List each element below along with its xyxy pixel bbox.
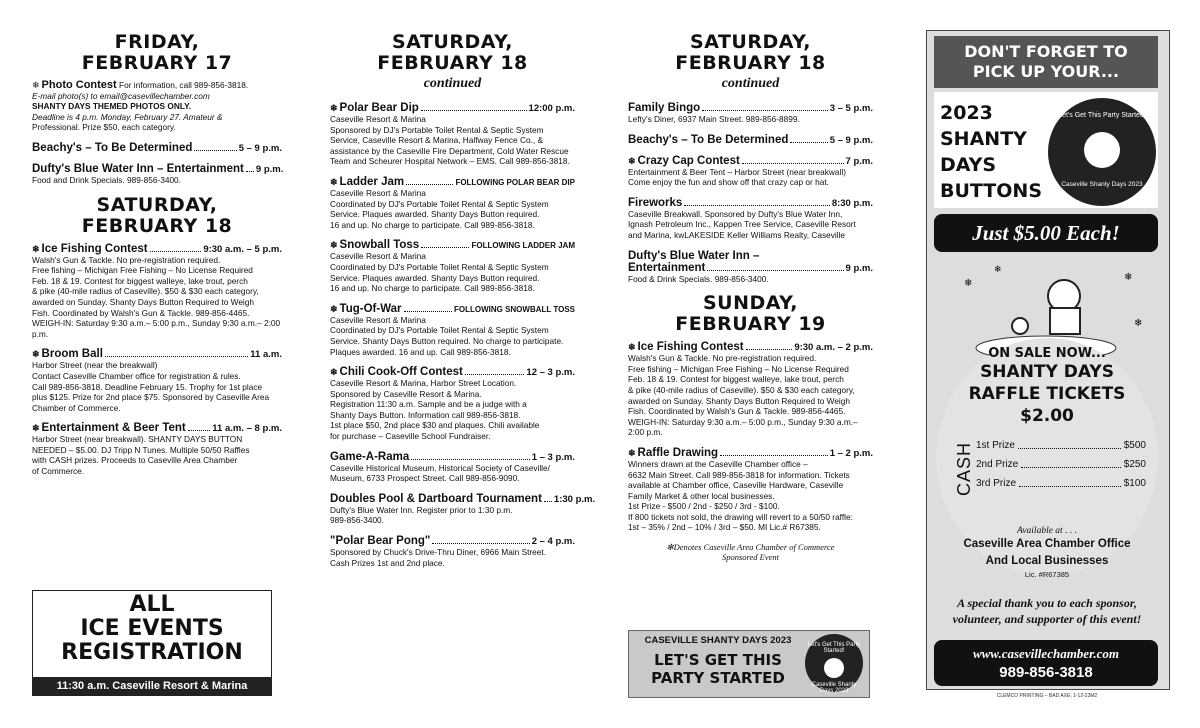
shanty-days-button-image: Let's Get This Party Started! Caseville Shanty Days 2023: [1048, 98, 1156, 206]
event-name: Entertainment: [628, 261, 706, 274]
beachys-event: [628, 134, 873, 146]
continued-label: continued: [721, 76, 780, 91]
snowflake-icon: ❄: [330, 103, 338, 113]
polar-bear-icon: [824, 658, 844, 678]
button-price-banner: Just $5.00 Each!: [934, 214, 1158, 252]
snowflake-icon: ❄: [330, 367, 338, 378]
event-time: 7 p.m.: [845, 155, 873, 167]
event-detail: SHANTY DAYS THEMED PHOTOS ONLY.: [32, 101, 192, 112]
event-detail: Caseville Resort & Marina Coordinated by DJ's Portable Toilet Rental & Septic System Service. Plaques awarded. Shanty Days Button required. 16 and up. No charge to participate. Call 989-856-3818.: [330, 251, 549, 294]
event-time: 9 p.m.: [255, 163, 284, 175]
saturday-continued-heading: SATURDAY, FEBRUARY 18: [377, 31, 528, 74]
event-time: 9 p.m.: [845, 262, 873, 274]
photo-contest-event: [32, 80, 282, 133]
cash-label: CASH: [954, 441, 974, 496]
snowflake-icon: ❄: [330, 303, 338, 314]
event-name: Ice Fishing Contest: [637, 341, 744, 354]
snowflake-icon: ❄: [32, 243, 40, 254]
snowflake-icon: ❄: [330, 176, 338, 187]
available-label: Available at . . .: [1017, 526, 1077, 536]
event-name: Entertainment & Beer Tent: [41, 422, 186, 435]
polar-bear-dip-event: [330, 102, 575, 167]
event-name: Ladder Jam: [339, 175, 405, 188]
buttons-title: 2023 SHANTY DAYS BUTTONS: [940, 102, 1043, 202]
license-number: Lic. #R67385: [1024, 570, 1070, 579]
event-name: Tug-Of-War: [339, 302, 402, 315]
prize-list: [954, 436, 1146, 496]
saturday-continued-column: [330, 30, 596, 577]
shanty-days-button-image: Let's Get This Party Started! Caseville Shanty Days 2023: [805, 634, 863, 692]
event-detail: Food & Drink Specials. 989-856-3400.: [628, 273, 769, 284]
pool-tournament-event: [330, 492, 596, 526]
raffle-tickets-block: [934, 342, 1160, 427]
tug-of-war-event: [330, 303, 575, 357]
svg-text:❄: ❄: [994, 264, 1002, 274]
snowflake-icon: ❄: [628, 155, 636, 166]
event-name: Dufty's Blue Water Inn –: [628, 249, 760, 262]
event-time: 2 – 4 p.m.: [531, 536, 575, 548]
event-name: Doubles Pool & Dartboard Tournament: [330, 492, 542, 505]
event-time: 11 a.m.: [250, 349, 282, 361]
event-detail: Professional. Prize $50, each category.: [32, 122, 176, 133]
sunday-heading: SUNDAY, FEBRUARY 19: [675, 292, 826, 336]
event-detail: Caseville Resort & Marina Sponsored by DJ's Portable Toilet Rental & Septic System Service, Caseville Resort & Marina, Halfway Fence Co., & assistance by the Caseville Fire Department, Cold Water Rescue Team and Scheurer Hospital Network – EMS. Call 989-856-3818.: [330, 114, 570, 167]
chili-cook-off-event: [330, 366, 575, 442]
event-name: Chili Cook-Off Contest: [339, 366, 463, 379]
event-time: 1 – 2 p.m.: [829, 447, 873, 459]
event-time: FOLLOWING POLAR BEAR DIP: [455, 177, 575, 187]
thank-you-note: A special thank you to each sponsor, volunteer, and supporter of this event!: [952, 596, 1142, 626]
event-name: Beachy's – To Be Determined: [628, 133, 789, 146]
event-detail: Caseville Resort & Marina, Harbor Street Location. Sponsored by Caseville Resort & Marina. Registration 11:30 a.m. Sample and be a judge with a Shanty Days Button. Information call 989-856-3818. 1st place $50, 2nd place $30 and plaques. Chili available for purchase – Caseville School Fundraiser.: [330, 378, 540, 442]
snowball-toss-event: [330, 239, 575, 293]
snowflake-icon: ❄: [628, 447, 636, 458]
prize-row: 2nd Prize $250: [976, 455, 1146, 474]
broom-ball-event: [32, 348, 282, 413]
saturday-continued-heading: SATURDAY, FEBRUARY 18: [675, 31, 826, 74]
beachys-event: [32, 142, 282, 154]
event-detail: Walsh's Gun & Tackle. No pre-registration required. Free fishing – Michigan Free Fishing – No License Required Feb. 18 & 19. Contest for biggest walleye, lake trout, perch & pike (40-mile radius of Caseville). $50 & $30 each category, awarded on Sunday. Shanty Days Button Required to Weigh Fish. Coordinated by Walsh's Gun & Tackle. 989-856-4465. WEIGH-IN: Saturday 9:30 a.m.– 5:00 p.m., Sunday 9:30 a.m.– 2:00 p.m.: [32, 254, 281, 339]
event-time: 3 – 5 p.m.: [829, 103, 873, 114]
svg-text:❄: ❄: [964, 278, 973, 289]
event-name: Snowball Toss: [339, 239, 420, 252]
event-detail: Walsh's Gun & Tackle. No pre-registration required. Free fishing – Michigan Free Fishing – No License Required Feb. 18 & 19. Contest for biggest walleye, lake trout, perch & pike (40-mile radius of Caseville). $50 & $30 each category, awarded on Sunday. Shanty Days Button Required to Weigh Fish. Coordinated by Walsh's Gun & Tackle. 989-856-4465. WEIGH-IN: Saturday 9:30 a.m.– 5:00 p.m., Sunday 9:30 a.m.– 2:00 p.m.: [628, 353, 858, 438]
event-time: 9:30 a.m. – 5 p.m.: [203, 243, 282, 255]
event-name: Photo Contest: [41, 79, 117, 91]
event-detail: Sponsored by Chuck's Drive-Thru Diner, 6966 Main Street. Cash Prizes 1st and 2nd place.: [330, 547, 547, 568]
buttons-raffle-sidebar: [926, 30, 1168, 698]
event-name: Crazy Cap Contest: [637, 154, 740, 167]
office-label: Caseville Area Chamber Office And Local Businesses: [963, 538, 1131, 567]
snowflake-icon: ❄: [32, 349, 40, 360]
event-name: Ice Fishing Contest: [41, 242, 148, 255]
polar-bear-icon: [1084, 132, 1120, 168]
ladder-jam-event: [330, 176, 575, 230]
ice-fishing-event: [628, 341, 873, 438]
event-name: Game-A-Rama: [330, 450, 410, 463]
event-time: 11 a.m. – 8 p.m.: [212, 423, 282, 435]
event-name: Beachy's – To Be Determined: [32, 141, 193, 154]
event-time: 9:30 a.m. – 2 p.m.: [794, 342, 873, 354]
saturday-sunday-column: [628, 30, 873, 562]
party-started-banner: [628, 630, 870, 698]
event-detail: Caseville Historical Museum. Historical Society of Caseville/ Museum, 6733 Prospect Street. Call 989-856-9090.: [330, 462, 550, 484]
ice-events-registration-box: [32, 590, 272, 696]
continued-label: continued: [423, 76, 482, 91]
event-time: FOLLOWING SNOWBALL TOSS: [453, 304, 575, 314]
event-time: 5 – 9 p.m.: [238, 142, 282, 154]
snowflake-icon: ❄: [32, 423, 40, 434]
sponsored-footnote: ✻Denotes Caseville Area Chamber of Commerce Sponsored Event: [666, 542, 835, 563]
printer-credit: CLEMCO PRINTING – BAD AXE; 1-12-23M2: [996, 693, 1098, 699]
raffle-drawing-event: [628, 447, 873, 533]
prize-row: 1st Prize $500: [976, 436, 1146, 455]
snowflake-icon: ❄: [628, 342, 636, 353]
event-time: 1:30 p.m.: [553, 493, 596, 505]
duftys-event: [32, 163, 282, 186]
family-bingo-event: [628, 102, 873, 125]
event-name: Family Bingo: [628, 102, 701, 114]
snowflake-icon: ❄: [32, 80, 40, 90]
crazy-cap-event: [628, 155, 873, 188]
event-detail: Winners drawn at the Caseville Chamber office – 6632 Main Street. Call 989-856-3818 for information. Tickets available at Chamber office, Caseville Hardware, Caseville Family Market & other local businesses. 1st Prize - $500 / 2nd - $250 / 3rd - $100. If 800 tickets not sold, the drawing will revert to a 50/50 raffle: 1st – 35% / 2nd – 10% / 3rd – $50. MI Lic.# R67385.: [628, 458, 853, 533]
event-detail: For information, call 989-856-3818.: [116, 80, 249, 90]
event-name: Broom Ball: [41, 348, 103, 361]
event-detail: Lefty's Diner, 6937 Main Street. 989-856-8899.: [628, 114, 800, 124]
duftys-event: [628, 250, 873, 285]
shanty-days-buttons-block: [934, 92, 1158, 208]
game-a-rama-event: [330, 451, 575, 484]
svg-text:❄: ❄: [1124, 272, 1133, 283]
banner-title: LET'S GET THIS PARTY STARTED: [651, 651, 785, 687]
event-time: 1 – 3 p.m.: [531, 451, 575, 463]
event-time: 8:30 p.m.: [831, 197, 873, 209]
event-detail: E-mail photo(s) to email@casevillechamber.com: [32, 90, 210, 101]
event-time: 12:00 p.m.: [528, 103, 575, 114]
event-detail: Dufty's Blue Water Inn. Register prior to 1:30 p.m. 989-856-3400.: [330, 504, 513, 526]
svg-text:❄: ❄: [1134, 318, 1143, 329]
event-detail: Caseville Resort & Marina Coordinated by DJ's Portable Toilet Rental & Septic System Service. Shanty Days Button required. No charge to participate. Plaques awarded. 16 and up. Call 989-856-3818.: [330, 314, 564, 357]
raffle-title: SHANTY DAYS RAFFLE TICKETS $2.00: [968, 362, 1126, 426]
polar-bear-pong-event: [330, 535, 575, 568]
event-name: Fireworks: [628, 196, 683, 209]
friday-column: [32, 30, 282, 486]
friday-heading: FRIDAY, FEBRUARY 17: [81, 31, 233, 74]
event-detail: Caseville Resort & Marina Coordinated by DJ's Portable Toilet Rental & Septic System Service. Plaques awarded. Shanty Days Button required. 16 and up. No charge to participate. Call 989-856-3818.: [330, 187, 549, 230]
saturday-heading: SATURDAY, FEBRUARY 18: [81, 193, 233, 237]
event-detail: Deadline is 4 p.m. Monday, February 27. Amateur &: [32, 111, 223, 122]
event-detail: Harbor Street (near breakwall). SHANTY DAYS BUTTON NEEDED – $5.00. DJ Tripp N Tunes. Multiple 50/50 Raffles with CASH prizes. Proceeds to Caseville Area Chamber of Commerce.: [32, 434, 250, 477]
event-name: "Polar Bear Pong": [330, 535, 431, 548]
contact-box: [934, 640, 1158, 686]
registration-info: 11:30 a.m. Caseville Resort & Marina: [33, 677, 271, 695]
event-detail: Harbor Street (near the breakwall) Contact Caseville Chamber office for registration & rules. Call 989-856-3818. Deadline February 15. Trophy for 1st place plus $125. Prize for 2nd place $75. Sponsored by Caseville Area Chamber of Commerce.: [32, 360, 270, 413]
event-time: FOLLOWING LADDER JAM: [471, 241, 575, 251]
dont-forget-banner: DON'T FORGET TO PICK UP YOUR...: [934, 36, 1158, 88]
event-time: 5 – 9 p.m.: [829, 134, 873, 146]
website-link[interactable]: www.casevillechamber.com: [972, 646, 1120, 661]
event-name: Raffle Drawing: [637, 446, 719, 459]
beer-tent-event: [32, 422, 282, 476]
snowflake-icon: ❄: [330, 240, 338, 251]
event-name: Polar Bear Dip: [339, 102, 419, 114]
event-detail: Caseville Breakwall. Sponsored by Dufty's Blue Water Inn, Ignash Petroleum Inc., Kappen Tree Service, Caseville Resort and Marina, kwLAKESIDE Keller Williams Realty, Caseville: [628, 208, 856, 240]
event-time: 12 – 3 p.m.: [526, 367, 575, 379]
event-name: Dufty's Blue Water Inn – Entertainment: [32, 162, 244, 175]
banner-subtitle: CASEVILLE SHANTY DAYS 2023: [644, 635, 792, 646]
event-detail: Food and Drink Specials. 989-856-3400.: [32, 174, 181, 185]
registration-title: ALL ICE EVENTS REGISTRATION: [61, 592, 243, 665]
availability-block: [934, 526, 1160, 579]
phone-number: 989-856-3818: [999, 664, 1093, 681]
on-sale-label: ON SALE NOW...: [988, 346, 1106, 361]
fireworks-event: [628, 197, 873, 241]
event-detail: Entertainment & Beer Tent – Harbor Street (near breakwall) Come enjoy the fun and show off that crazy cap or hat.: [628, 166, 846, 188]
prize-row: 3rd Prize $100: [976, 474, 1146, 493]
ice-fishing-event: [32, 243, 282, 340]
